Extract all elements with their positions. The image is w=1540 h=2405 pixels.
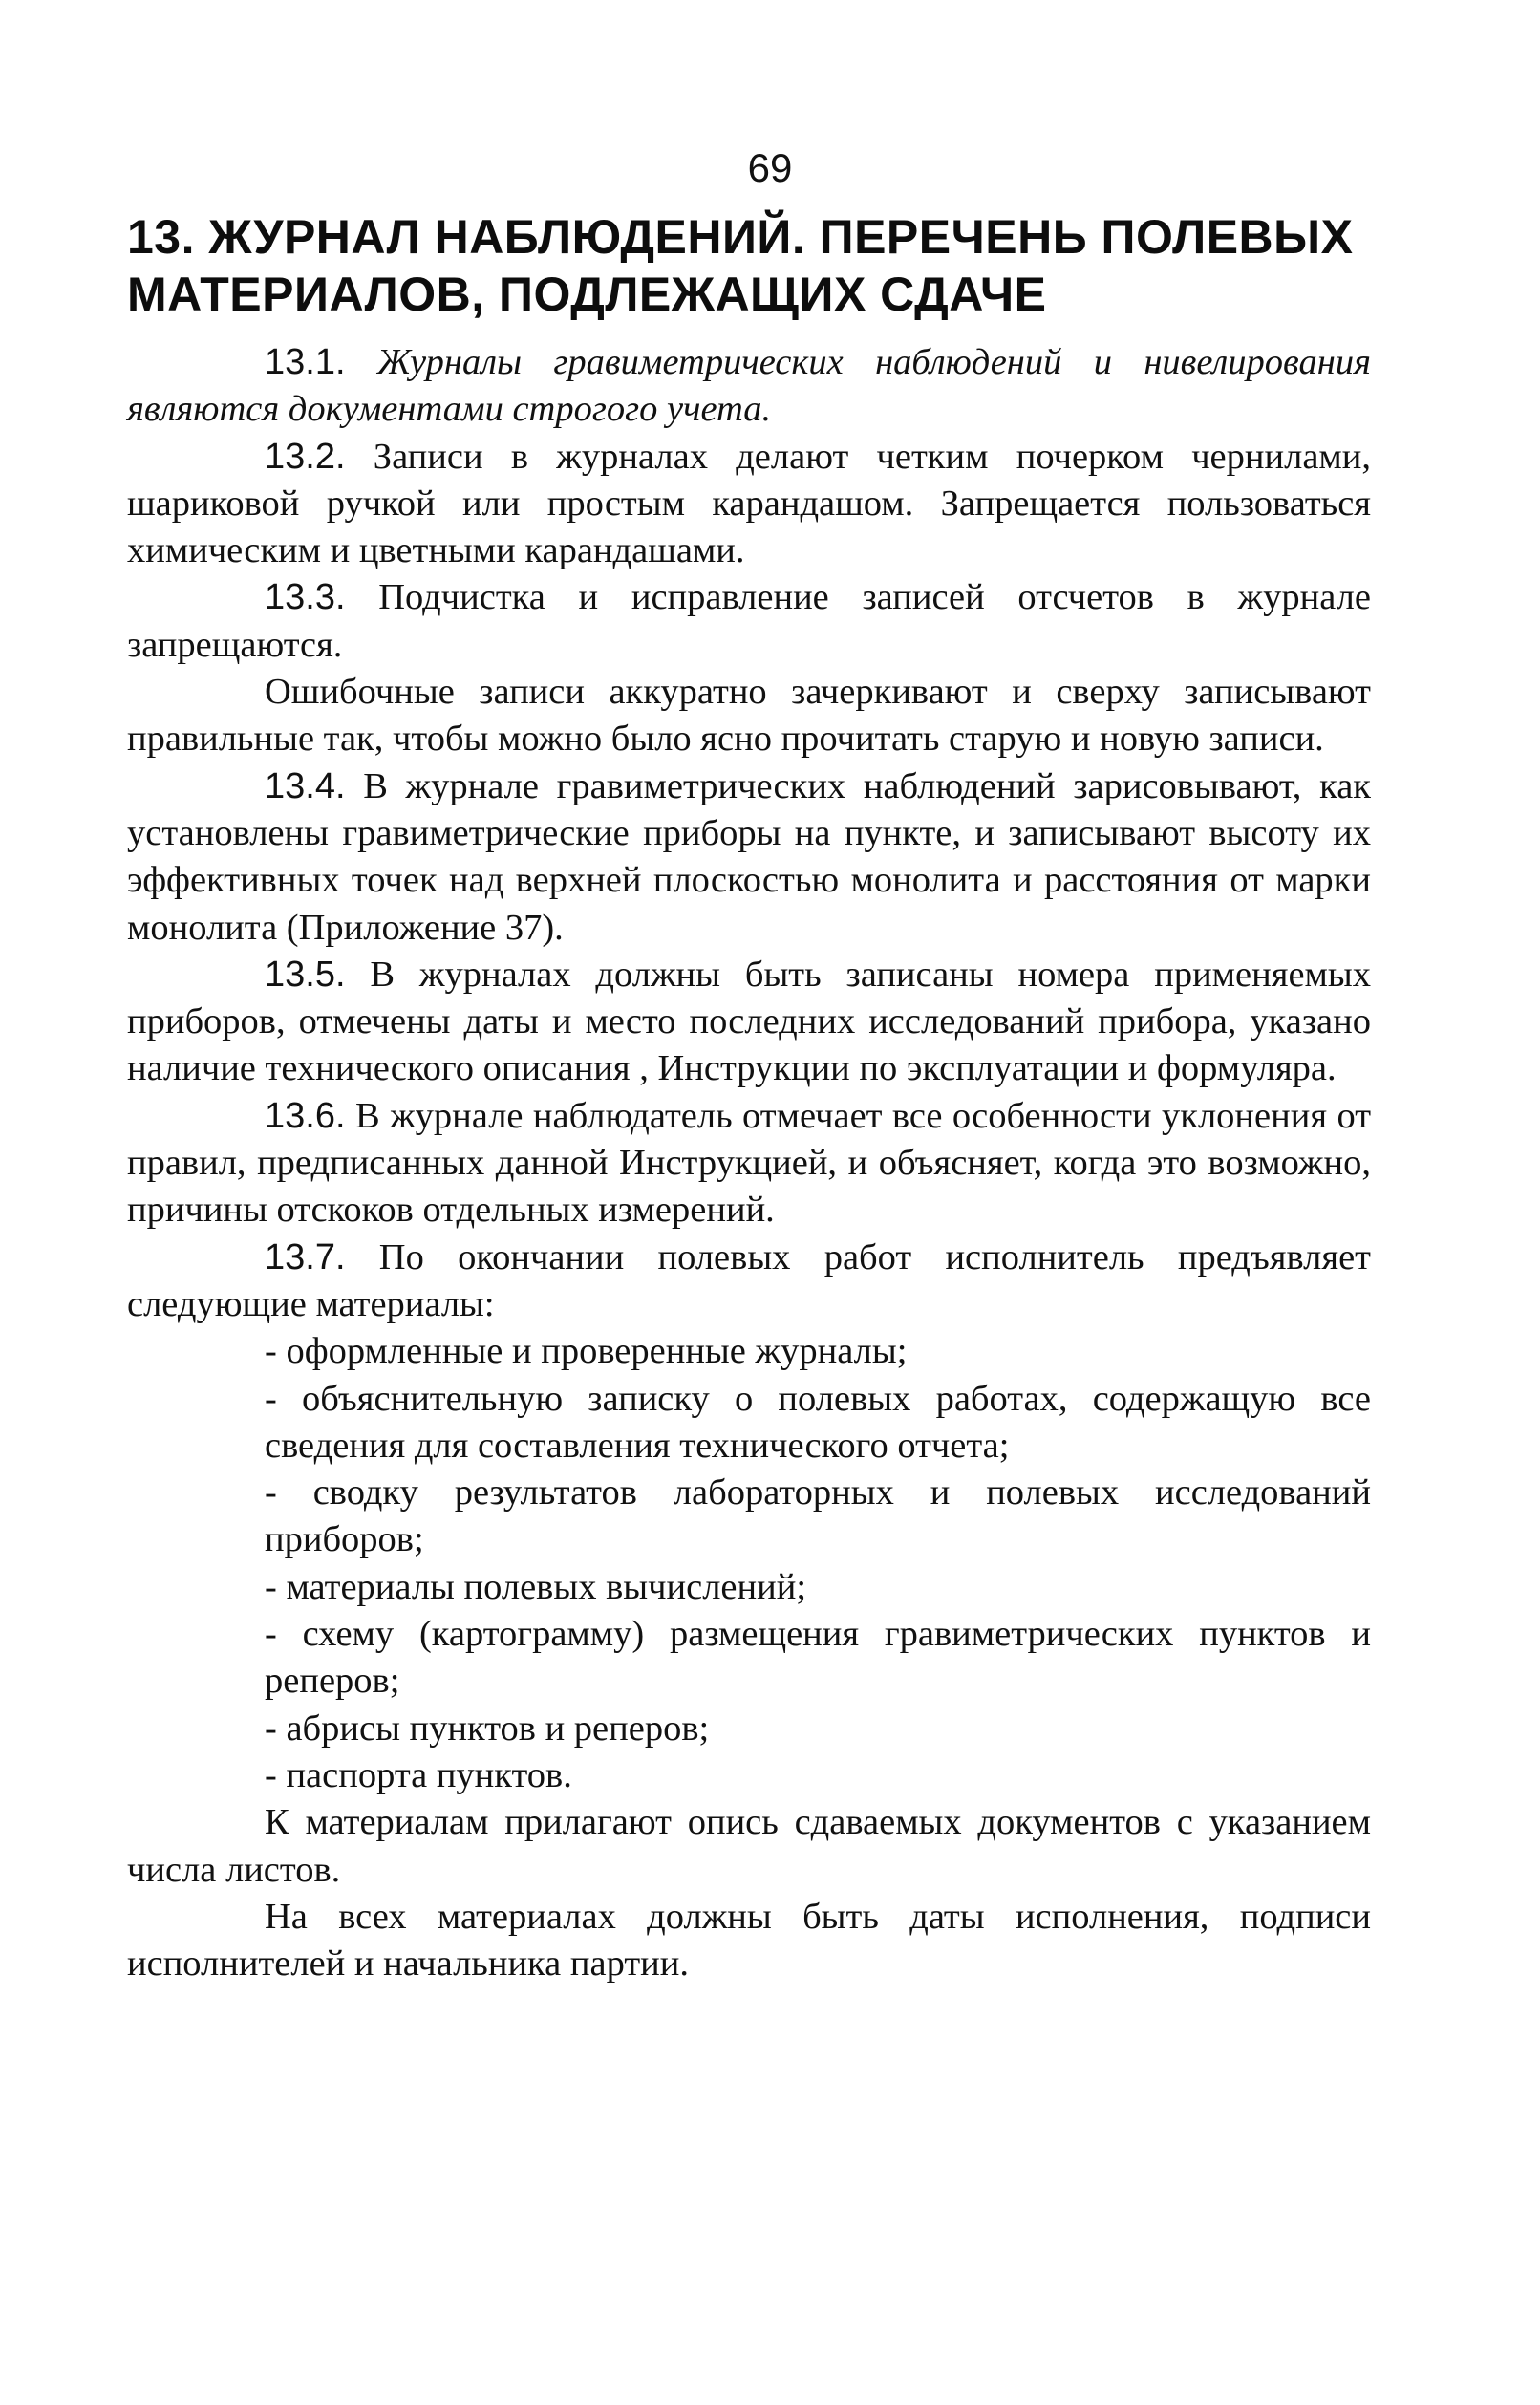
list-item: - абрисы пунктов и реперов; [265, 1707, 710, 1749]
list-item: - объяснительную записку о полевых работах, содержащую все сведения для составления технического отчета; [265, 1378, 1371, 1466]
paragraph-13-5 [127, 952, 1371, 1093]
paragraph-closing-signatures: На всех материалах должны быть даты исполнения, подписи исполнителей и начальника партии. [127, 1896, 1371, 1985]
clause-text: Журналы гравиметрических наблюдений и нивелирования являются документами строгого учета. [127, 342, 1372, 430]
clause-text: Записи в журналах делают четким почерком чернилами, шариковой ручкой или простым карандашом. Запрещается пользоваться химическим и цветными карандашами. [127, 436, 1371, 571]
clause-number: 13.6. [265, 1095, 346, 1136]
paragraph-13-3-note: Ошибочные записи аккуратно зачеркивают и сверху записывают правильные так, чтобы можно было ясно прочитать старую и новую записи. [127, 672, 1371, 760]
section-heading [127, 208, 1369, 323]
clause-text: Подчистка и исправление записей отсчетов в журнале запрещаются. [127, 577, 1371, 665]
clause-number: 13.7. [265, 1236, 346, 1278]
clause-number: 13.4. [265, 765, 346, 806]
clause-number: 13.2. [265, 436, 346, 477]
list-item: - оформленные и проверенные журналы; [265, 1331, 908, 1372]
heading-line-1: 13. ЖУРНАЛ НАБЛЮДЕНИЙ. ПЕРЕЧЕНЬ ПОЛЕВЫХ [127, 210, 1354, 264]
clause-text: По окончании полевых работ исполнитель предъявляет следующие материалы: [127, 1236, 1372, 1324]
clause-text: В журналах должны быть записаны номера применяемых приборов, отмечены даты и место последних исследований прибора, указано наличие технического описания , Инструкции по эксплуатации и формуляра. [127, 954, 1372, 1089]
paragraph-13-4 [127, 763, 1371, 952]
list-item: - сводку результатов лабораторных и полевых исследований приборов; [265, 1472, 1371, 1560]
page-number: 69 [747, 145, 793, 190]
paragraph-13-7 [127, 1235, 1371, 1329]
clause-number: 13.1. [265, 342, 346, 382]
clause-number: 13.3. [265, 577, 346, 618]
list-item: - материалы полевых вычислений; [265, 1566, 807, 1607]
section-body [127, 339, 1371, 1987]
paragraph-13-2 [127, 434, 1371, 575]
list-item: - паспорта пунктов. [265, 1754, 572, 1795]
paragraph-closing-inventory: К материалам прилагают опись сдаваемых документов с указанием числа листов. [127, 1802, 1371, 1890]
heading-line-2: МАТЕРИАЛОВ, ПОДЛЕЖАЩИХ СДАЧЕ [127, 268, 1047, 321]
clause-text: В журнале наблюдатель отмечает все особенности уклонения от правил, предписанных данной Инструкцией, и объясняет, когда это возможно, причины отскоков отдельных измерений. [127, 1095, 1372, 1231]
paragraph-13-6 [127, 1093, 1371, 1235]
paragraph-13-3 [127, 574, 1371, 669]
list-item: - схему (картограмму) размещения гравиметрических пунктов и реперов; [265, 1614, 1371, 1702]
clause-number: 13.5. [265, 954, 346, 995]
clause-text: В журнале гравиметрических наблюдений зарисовывают, как установлены гравиметрические приборы на пункте, и записывают высоту их эффективных точек над верхней плоскостью монолита и расстояния от марки монолита (Приложение 37). [127, 765, 1371, 948]
paragraph-13-1 [127, 339, 1371, 434]
